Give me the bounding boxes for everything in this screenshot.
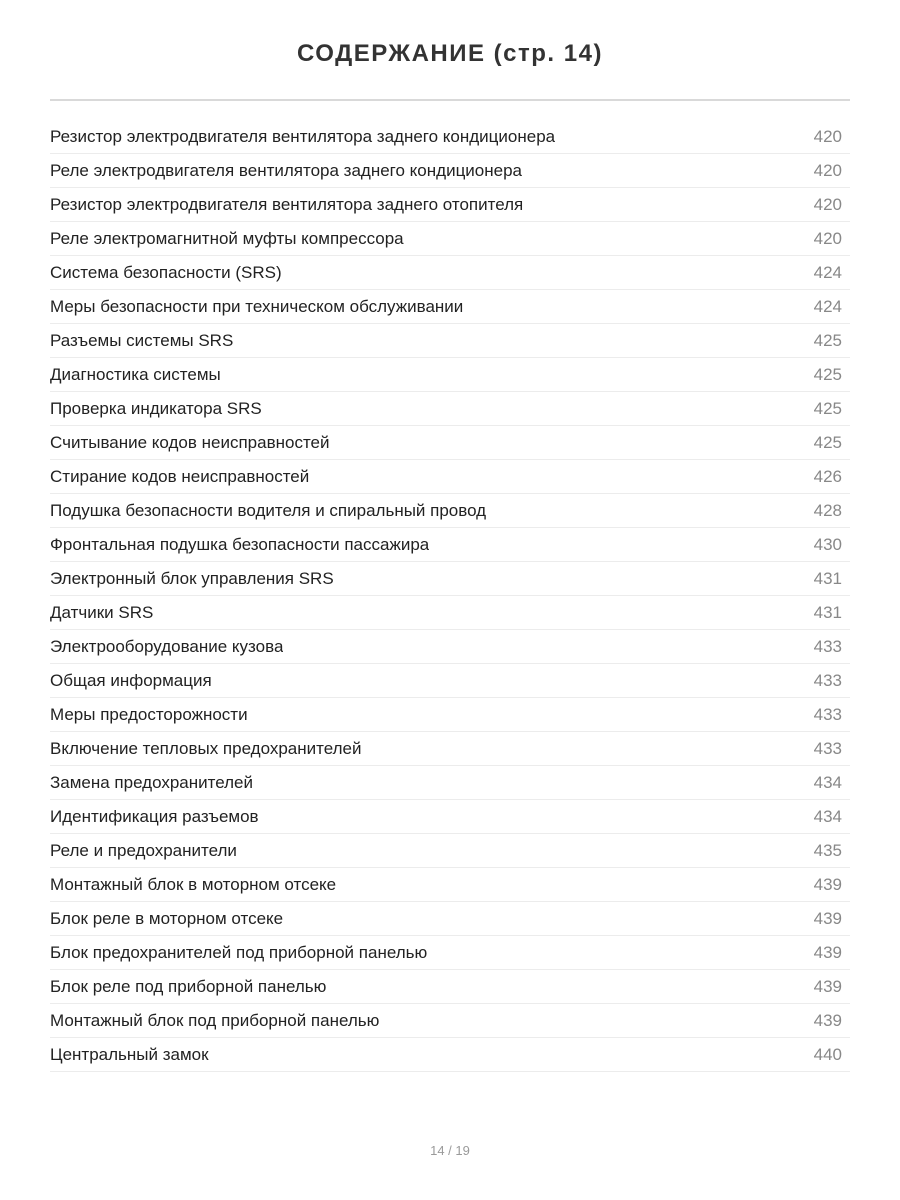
toc-entry[interactable] (50, 902, 850, 936)
toc-entry-page: 426 (813, 467, 842, 486)
toc-entry-page: 428 (813, 501, 842, 520)
toc-entry[interactable] (50, 290, 850, 324)
toc-entry-page: 439 (813, 1011, 842, 1030)
toc-entry-title: Блок предохранителей под приборной панелью (50, 943, 428, 962)
toc-entry[interactable] (50, 630, 850, 664)
toc-entry-title: Реле и предохранители (50, 841, 237, 860)
toc-entry[interactable] (50, 1004, 850, 1038)
toc-list (50, 120, 850, 1072)
toc-entry-title: Резистор электродвигателя вентилятора заднего отопителя (50, 195, 524, 214)
toc-entry[interactable] (50, 732, 850, 766)
toc-entry-page: 424 (813, 297, 842, 316)
toc-entry-page: 424 (813, 263, 842, 282)
toc-entry-page: 425 (813, 433, 842, 452)
toc-entry[interactable] (50, 936, 850, 970)
toc-entry-title: Проверка индикатора SRS (50, 399, 262, 418)
toc-entry-title: Датчики SRS (50, 603, 154, 622)
toc-entry-page: 439 (813, 909, 842, 928)
toc-entry[interactable] (50, 460, 850, 494)
toc-entry[interactable] (50, 766, 850, 800)
toc-entry[interactable] (50, 392, 850, 426)
toc-entry-page: 425 (813, 399, 842, 418)
toc-entry-title: Фронтальная подушка безопасности пассажира (50, 535, 430, 554)
toc-entry-title: Монтажный блок в моторном отсеке (50, 875, 337, 894)
toc-entry-title: Подушка безопасности водителя и спиральный провод (50, 501, 487, 520)
toc-entry-title: Блок реле под приборной панелью (50, 977, 327, 996)
toc-entry[interactable] (50, 358, 850, 392)
toc-entry[interactable] (50, 188, 850, 222)
toc-entry-page: 439 (813, 875, 842, 894)
toc-entry[interactable] (50, 664, 850, 698)
toc-entry[interactable] (50, 324, 850, 358)
toc-entry[interactable] (50, 800, 850, 834)
toc-entry-page: 420 (813, 161, 842, 180)
toc-entry-title: Стирание кодов неисправностей (50, 467, 310, 486)
toc-entry-title: Реле электродвигателя вентилятора заднего кондиционера (50, 161, 523, 180)
toc-entry-title: Блок реле в моторном отсеке (50, 909, 284, 928)
toc-entry-title: Замена предохранителей (50, 773, 254, 792)
page-title: СОДЕРЖАНИЕ (стр. 14) (297, 40, 603, 67)
toc-entry-page: 433 (813, 671, 842, 690)
page-indicator: 14 / 19 (430, 1143, 470, 1158)
toc-entry-page: 420 (813, 127, 842, 146)
toc-entry[interactable] (50, 120, 850, 154)
toc-entry-page: 434 (813, 807, 842, 826)
toc-entry[interactable] (50, 494, 850, 528)
toc-entry[interactable] (50, 562, 850, 596)
toc-entry-page: 434 (813, 773, 842, 792)
toc-entry[interactable] (50, 1038, 850, 1072)
toc-entry-page: 425 (813, 331, 842, 350)
toc-entry-page: 435 (813, 841, 842, 860)
toc-entry-page: 431 (813, 603, 842, 622)
toc-entry-page: 430 (813, 535, 842, 554)
toc-entry-page: 433 (813, 705, 842, 724)
toc-entry-page: 420 (813, 229, 842, 248)
toc-entry-page: 425 (813, 365, 842, 384)
toc-entry-title: Электронный блок управления SRS (50, 569, 334, 588)
toc-entry-title: Общая информация (50, 671, 212, 690)
toc-entry-title: Монтажный блок под приборной панелью (50, 1011, 380, 1030)
toc-entry-title: Меры безопасности при техническом обслуживании (50, 297, 464, 316)
toc-entry-title: Резистор электродвигателя вентилятора заднего кондиционера (50, 127, 556, 146)
toc-entry[interactable] (50, 698, 850, 732)
toc-entry-title: Центральный замок (50, 1045, 209, 1064)
toc-entry-page: 433 (813, 739, 842, 758)
toc-entry-title: Идентификация разъемов (50, 807, 259, 826)
toc-entry-page: 439 (813, 977, 842, 996)
toc-entry[interactable] (50, 222, 850, 256)
toc-entry-title: Диагностика системы (50, 365, 221, 384)
title-divider (50, 99, 850, 101)
toc-entry[interactable] (50, 154, 850, 188)
toc-entry-title: Включение тепловых предохранителей (50, 739, 362, 758)
toc-entry-title: Электрооборудование кузова (50, 637, 284, 656)
toc-entry-page: 440 (813, 1045, 842, 1064)
toc-entry[interactable] (50, 834, 850, 868)
toc-entry-page: 420 (813, 195, 842, 214)
toc-entry[interactable] (50, 426, 850, 460)
toc-entry[interactable] (50, 256, 850, 290)
toc-entry-title: Считывание кодов неисправностей (50, 433, 330, 452)
toc-entry-title: Система безопасности (SRS) (50, 263, 282, 282)
toc-entry-title: Меры предосторожности (50, 705, 248, 724)
toc-entry[interactable] (50, 596, 850, 630)
toc-entry-page: 439 (813, 943, 842, 962)
toc-entry-page: 431 (813, 569, 842, 588)
toc-entry[interactable] (50, 868, 850, 902)
toc-entry-title: Реле электромагнитной муфты компрессора (50, 229, 404, 248)
toc-entry-page: 433 (813, 637, 842, 656)
toc-entry-title: Разъемы системы SRS (50, 331, 234, 350)
toc-entry[interactable] (50, 970, 850, 1004)
toc-entry[interactable] (50, 528, 850, 562)
